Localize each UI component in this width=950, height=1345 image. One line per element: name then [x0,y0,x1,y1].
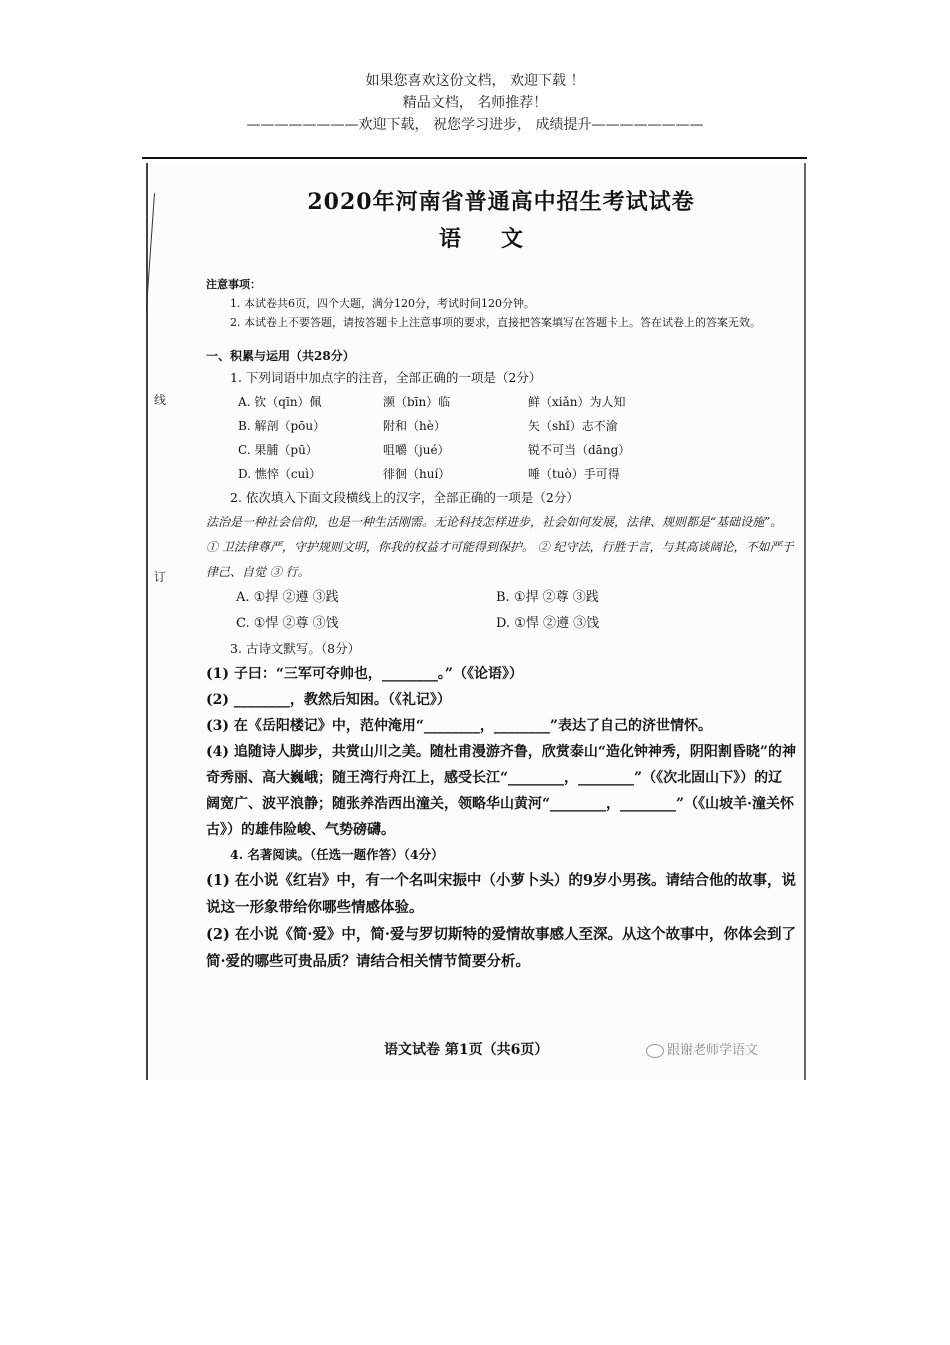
scan-right-edge [804,163,806,1080]
header-line-3: ————————欢迎下载， 祝您学习进步， 成绩提升———————— [246,117,704,133]
q3-item-3: (3) 在《岳阳楼记》中，范仲淹用“________，________”表达了自己的济世情怀。 [206,718,712,734]
wechat-icon [646,1044,664,1058]
q1-option-c-3: 锐不可当（dāng） [528,443,631,457]
q1-option-b-2: 附和（hè） [383,419,446,433]
header-divider [142,157,807,159]
notice-item-2: 2. 本试卷上不要答题，请按答题卡上注意事项的要求，直接把答案填写在答题卡上。答在试卷上的答案无效。 [230,316,761,329]
exam-paper [206,185,796,975]
watermark [646,1039,758,1058]
q1-option-b-3: 矢（shǐ）志不渝 [528,419,618,433]
q2-option-c: C. ①悍 ②尊 ③饯 [236,616,339,631]
q1-option-d-3: 唾（tuò）手可得 [528,467,620,481]
q1-option-a-3: 鲜（xiǎn）为人知 [528,395,626,409]
q2-option-d: D. ①悍 ②遵 ③饯 [496,616,600,631]
q1-stem: 1. 下列词语中加点字的注音，全部正确的一项是（2分） [230,370,542,385]
q1-option-d-1: D. 憔悴（cuì） [238,467,322,481]
q2-options [206,585,796,637]
header-line-2: 精品文档， 名师推荐！ [402,95,548,111]
notice-item-1: 1. 本试卷共6页，四个大题，满分120分，考试时间120分钟。 [230,297,535,310]
header-line-1: 如果您喜欢这份文档， 欢迎下载 ！ [365,73,585,89]
exam-subject: 语文 [438,226,563,252]
section-heading: 一、积累与运用（共28分） [206,349,355,363]
q1-options [206,390,796,486]
page-number: 语文试卷 第1页（共6页） [384,1042,549,1058]
q1-option-c-2: 咀嚼（jué） [383,443,450,457]
binding-mark-ding: 订 [154,570,167,584]
watermark-text: 跟谢老师学语文 [667,1043,759,1058]
q3-item-4: (4) 追随诗人脚步，共赏山川之美。随杜甫漫游齐鲁，欣赏泰山“造化钟神秀，阴阳割昏晓”的神奇秀丽、高大巍峨；随王湾行舟江上，感受长江“________，________”（《次北固山下》）的辽阔宽广、波平浪静；随张养浩西出潼关，领略华山黄河“________，________”（《山坡羊·潼关怀古》）的雄伟险峻、气势磅礴。 [206,744,796,838]
q1-option-a-2: 濒（bīn）临 [383,395,451,409]
q1-option-a-1: A. 钦（qīn）佩 [238,395,322,409]
q3-stem: 3. 古诗文默写。（8分） [230,641,361,656]
q1-option-d-2: 徘徊（huí） [383,467,451,481]
q4-item-2: (2) 在小说《简·爱》中，简·爱与罗切斯特的爱情故事感人至深。从这个故事中，你体会到了简·爱的哪些可贵品质？请结合相关情节简要分析。 [206,926,796,970]
q4-item-1: (1) 在小说《红岩》中，有一个名叫宋振中（小萝卜头）的9岁小男孩。请结合他的故事，说说这一形象带给你哪些情感体验。 [206,872,796,916]
q1-option-c-1: C. 果脯（pū） [238,443,318,457]
q2-option-b: B. ①捍 ②尊 ③践 [496,590,599,605]
q1-option-b-1: B. 解剖（pōu） [238,419,326,433]
q3-item-2: (2) ________，教然后知困。（《礼记》） [206,692,451,708]
binding-mark-xian: 线 [154,393,167,407]
q2-stem: 2. 依次填入下面文段横线上的汉字，全部正确的一项是（2分） [230,490,579,505]
q3-item-1: (1) 子曰：“三军可夺帅也，________。”（《论语》） [206,666,523,682]
q2-passage: 法治是一种社会信仰，也是一种生活刚需。无论科技怎样进步，社会如何发展，法律、规则都是“基础设施”。 ① 卫法律尊严，守护规则文明，你我的权益才可能得到保护。 ② 纪守法，行胜于言，与其高谈阔论，不如严于律己、自觉 ③ 行。 [206,515,794,579]
exam-title: 2020年河南省普通高中招生考试试卷 [307,189,695,215]
document-header [0,70,950,136]
scanned-exam-page [146,163,806,1080]
q4-stem: 4. 名著阅读。（任选一题作答）（4分） [230,847,444,862]
notice-heading: 注意事项： [206,278,261,291]
q2-option-a: A. ①捍 ②遵 ③践 [236,590,339,605]
